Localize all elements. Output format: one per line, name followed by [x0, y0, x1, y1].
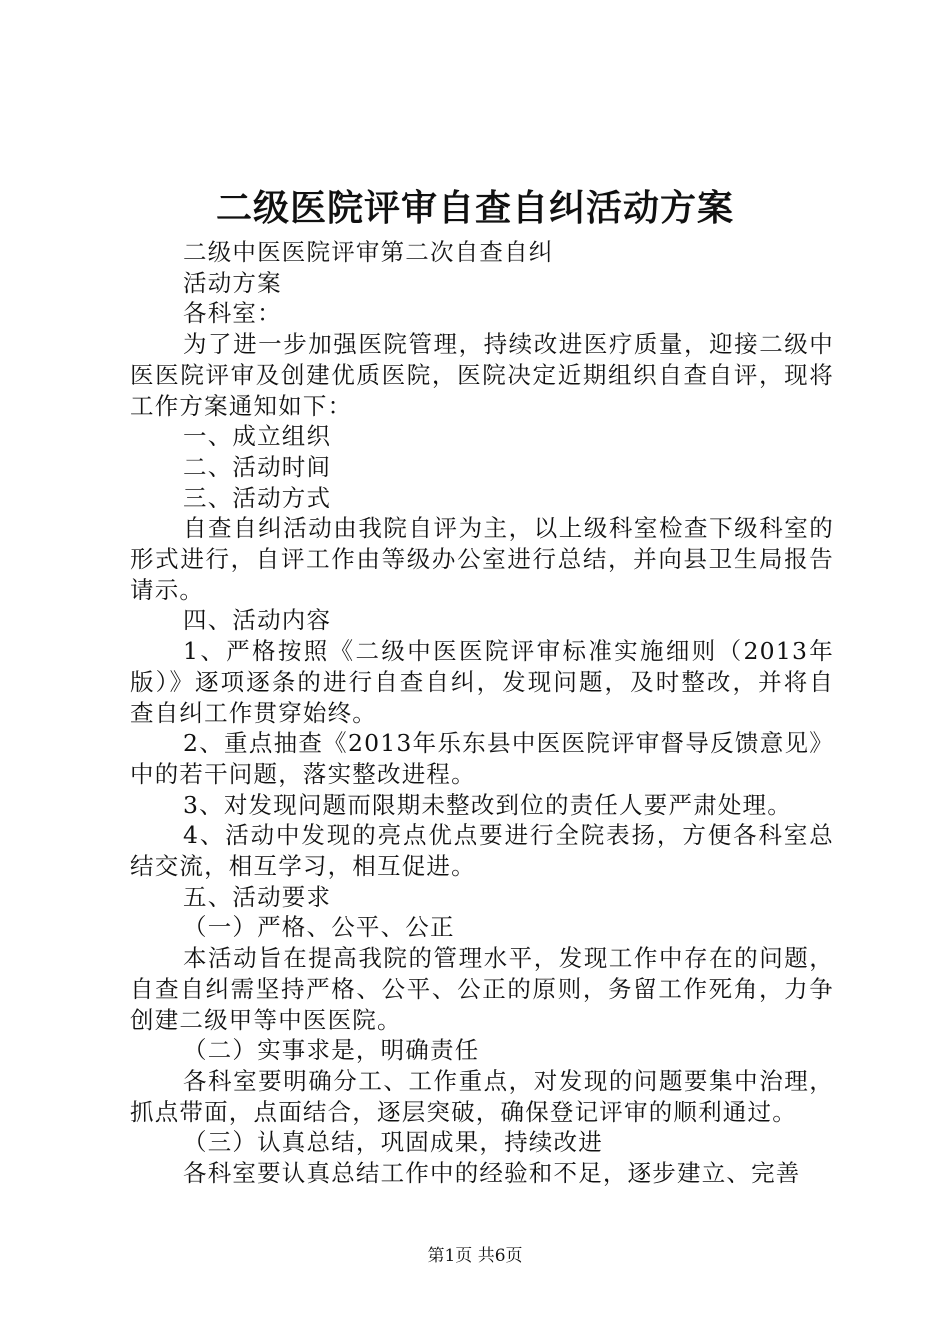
paragraph-content-item-2: 2、重点抽查《2013年乐东县中医医院评审督导反馈意见》中的若干问题，落实整改进程。	[130, 729, 834, 788]
paragraph-subtitle-line2: 活动方案	[183, 268, 282, 297]
paragraph-subtitle-line1: 二级中医医院评审第二次自查自纠	[183, 238, 554, 266]
paragraph-requirement-1: 本活动旨在提高我院的管理水平，发现工作中存在的问题，自查自纠需坚持严格、公平、公正的原则，务留工作死角，力争创建二级甲等中医医院。	[130, 944, 834, 1034]
paragraph-content-item-4: 4、活动中发现的亮点优点要进行全院表扬，方便各科室总结交流，相互学习，相互促进。	[130, 821, 834, 881]
document-body	[130, 237, 834, 1189]
paragraph-salutation: 各科室：	[183, 299, 282, 328]
paragraph-content-item-3: 3、对发现问题而限期未整改到位的责任人要严肃处理。	[183, 790, 792, 819]
subheading-requirement-1: （一）严格、公平、公正	[183, 913, 455, 942]
paragraph-content-item-1: 1、严格按照《二级中医医院评审标准实施细则（2013年版）》逐项逐条的进行自查自纠，发现问题，及时整改，并将自查自纠工作贯穿始终。	[130, 637, 834, 727]
paragraph-method: 自查自纠活动由我院自评为主，以上级科室检查下级科室的形式进行，自评工作由等级办公室进行总结，并向县卫生局报告请示。	[130, 514, 834, 604]
section-heading-content: 四、活动内容	[183, 606, 332, 635]
page-title: 二级医院评审自查自纠活动方案	[215, 187, 734, 229]
section-heading-organization: 一、成立组织	[183, 422, 332, 451]
section-heading-method: 三、活动方式	[183, 483, 332, 512]
paragraph-intro: 为了进一步加强医院管理，持续改进医疗质量，迎接二级中医医院评审及创建优质医院，医院决定近期组织自查自评，现将工作方案通知如下：	[130, 330, 834, 420]
subheading-requirement-2: （二）实事求是，明确责任	[183, 1036, 480, 1065]
paragraph-requirement-2: 各科室要明确分工、工作重点，对发现的问题要集中治理，抓点带面，点面结合，逐层突破，确保登记评审的顺利通过。	[130, 1066, 834, 1126]
section-heading-time: 二、活动时间	[183, 452, 332, 481]
paragraph-requirement-3: 各科室要认真总结工作中的经验和不足，逐步建立、完善	[183, 1159, 801, 1188]
section-heading-requirements: 五、活动要求	[183, 882, 332, 911]
page-footer: 第1页 共6页	[427, 1246, 523, 1266]
subheading-requirement-3: （三）认真总结，巩固成果，持续改进	[183, 1128, 603, 1157]
